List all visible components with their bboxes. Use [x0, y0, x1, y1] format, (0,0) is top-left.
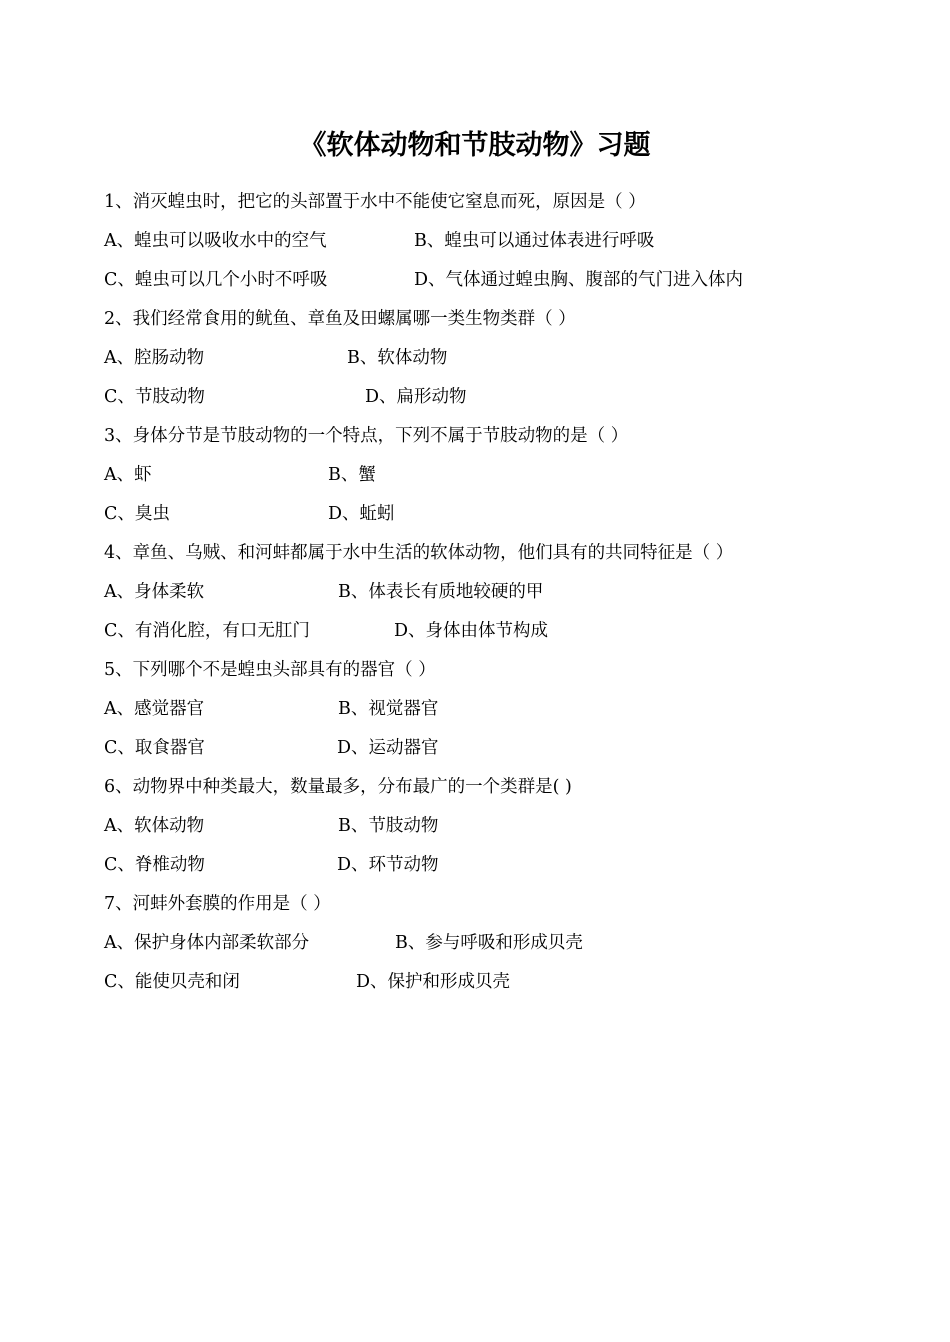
question-5-option-d: D、运动器官 — [337, 738, 439, 758]
question-1-option-b: B、蝗虫可以通过体表进行呼吸 — [414, 231, 655, 251]
question-7-stem: 7、河蚌外套膜的作用是（ ） — [104, 894, 331, 914]
question-1-option-a: A、蝗虫可以吸收水中的空气 — [104, 231, 327, 251]
question-5-stem: 5、下列哪个不是蝗虫头部具有的器官（ ） — [104, 660, 436, 680]
question-4-option-b: B、体表长有质地较硬的甲 — [338, 582, 544, 602]
question-7-option-a: A、保护身体内部柔软部分 — [104, 933, 310, 953]
question-5-option-b: B、视觉器官 — [338, 699, 439, 719]
question-4-options-row-2 — [104, 612, 924, 651]
question-6-stem: 6、动物界中种类最大，数量最多，分布最广的一个类群是( ) — [104, 777, 572, 797]
question-6-option-c: C、脊椎动物 — [104, 855, 205, 875]
question-2-options-row-1 — [104, 339, 924, 378]
question-3-options-row-2 — [104, 495, 924, 534]
document-title: 《软体动物和节肢动物》习题 — [299, 130, 651, 161]
question-4-option-a: A、身体柔软 — [104, 582, 205, 602]
question-5-option-a: A、感觉器官 — [104, 699, 205, 719]
question-2-stem: 2、我们经常食用的鱿鱼、章鱼及田螺属哪一类生物类群（ ） — [104, 309, 576, 329]
question-3-option-a: A、虾 — [104, 465, 152, 485]
question-2-option-c: C、节肢动物 — [104, 387, 205, 407]
question-2-option-d: D、扁形动物 — [365, 387, 467, 407]
question-6-options-row-2 — [104, 846, 924, 885]
question-list — [104, 183, 924, 1002]
question-1-option-d: D、气体通过蝗虫胸、腹部的气门进入体内 — [414, 270, 744, 290]
question-3-stem: 3、身体分节是节肢动物的一个特点，下列不属于节肢动物的是（ ） — [104, 426, 629, 446]
question-2-option-a: A、腔肠动物 — [104, 348, 205, 368]
question-3-option-b: B、蟹 — [328, 465, 376, 485]
question-5-options-row-2 — [104, 729, 924, 768]
question-7-option-d: D、保护和形成贝壳 — [356, 972, 511, 992]
question-1-options-row-2 — [104, 261, 924, 300]
question-6-option-b: B、节肢动物 — [338, 816, 439, 836]
question-4-options-row-1 — [104, 573, 924, 612]
question-4-option-d: D、身体由体节构成 — [394, 621, 549, 641]
question-1-options-row-1 — [104, 222, 924, 261]
question-1-stem: 1、消灭蝗虫时，把它的头部置于水中不能使它窒息而死，原因是（ ） — [104, 192, 646, 212]
question-6-options-row-1 — [104, 807, 924, 846]
question-3-option-d: D、蚯蚓 — [328, 504, 395, 524]
question-7-option-b: B、参与呼吸和形成贝壳 — [395, 933, 583, 953]
question-7-options-row-1 — [104, 924, 924, 963]
question-6-option-a: A、软体动物 — [104, 816, 205, 836]
question-3-options-row-1 — [104, 456, 924, 495]
question-5-options-row-1 — [104, 690, 924, 729]
question-3-option-c: C、臭虫 — [104, 504, 170, 524]
question-6-option-d: D、环节动物 — [337, 855, 439, 875]
question-7-option-c: C、能使贝壳和闭 — [104, 972, 240, 992]
question-2-options-row-2 — [104, 378, 924, 417]
question-5-option-c: C、取食器官 — [104, 738, 205, 758]
question-7-options-row-2 — [104, 963, 924, 1002]
question-2-option-b: B、软体动物 — [347, 348, 448, 368]
question-1-option-c: C、蝗虫可以几个小时不呼吸 — [104, 270, 328, 290]
question-4-option-c: C、有消化腔，有口无肛门 — [104, 621, 310, 641]
question-4-stem: 4、章鱼、乌贼、和河蚌都属于水中生活的软体动物，他们具有的共同特征是（ ） — [104, 543, 734, 563]
